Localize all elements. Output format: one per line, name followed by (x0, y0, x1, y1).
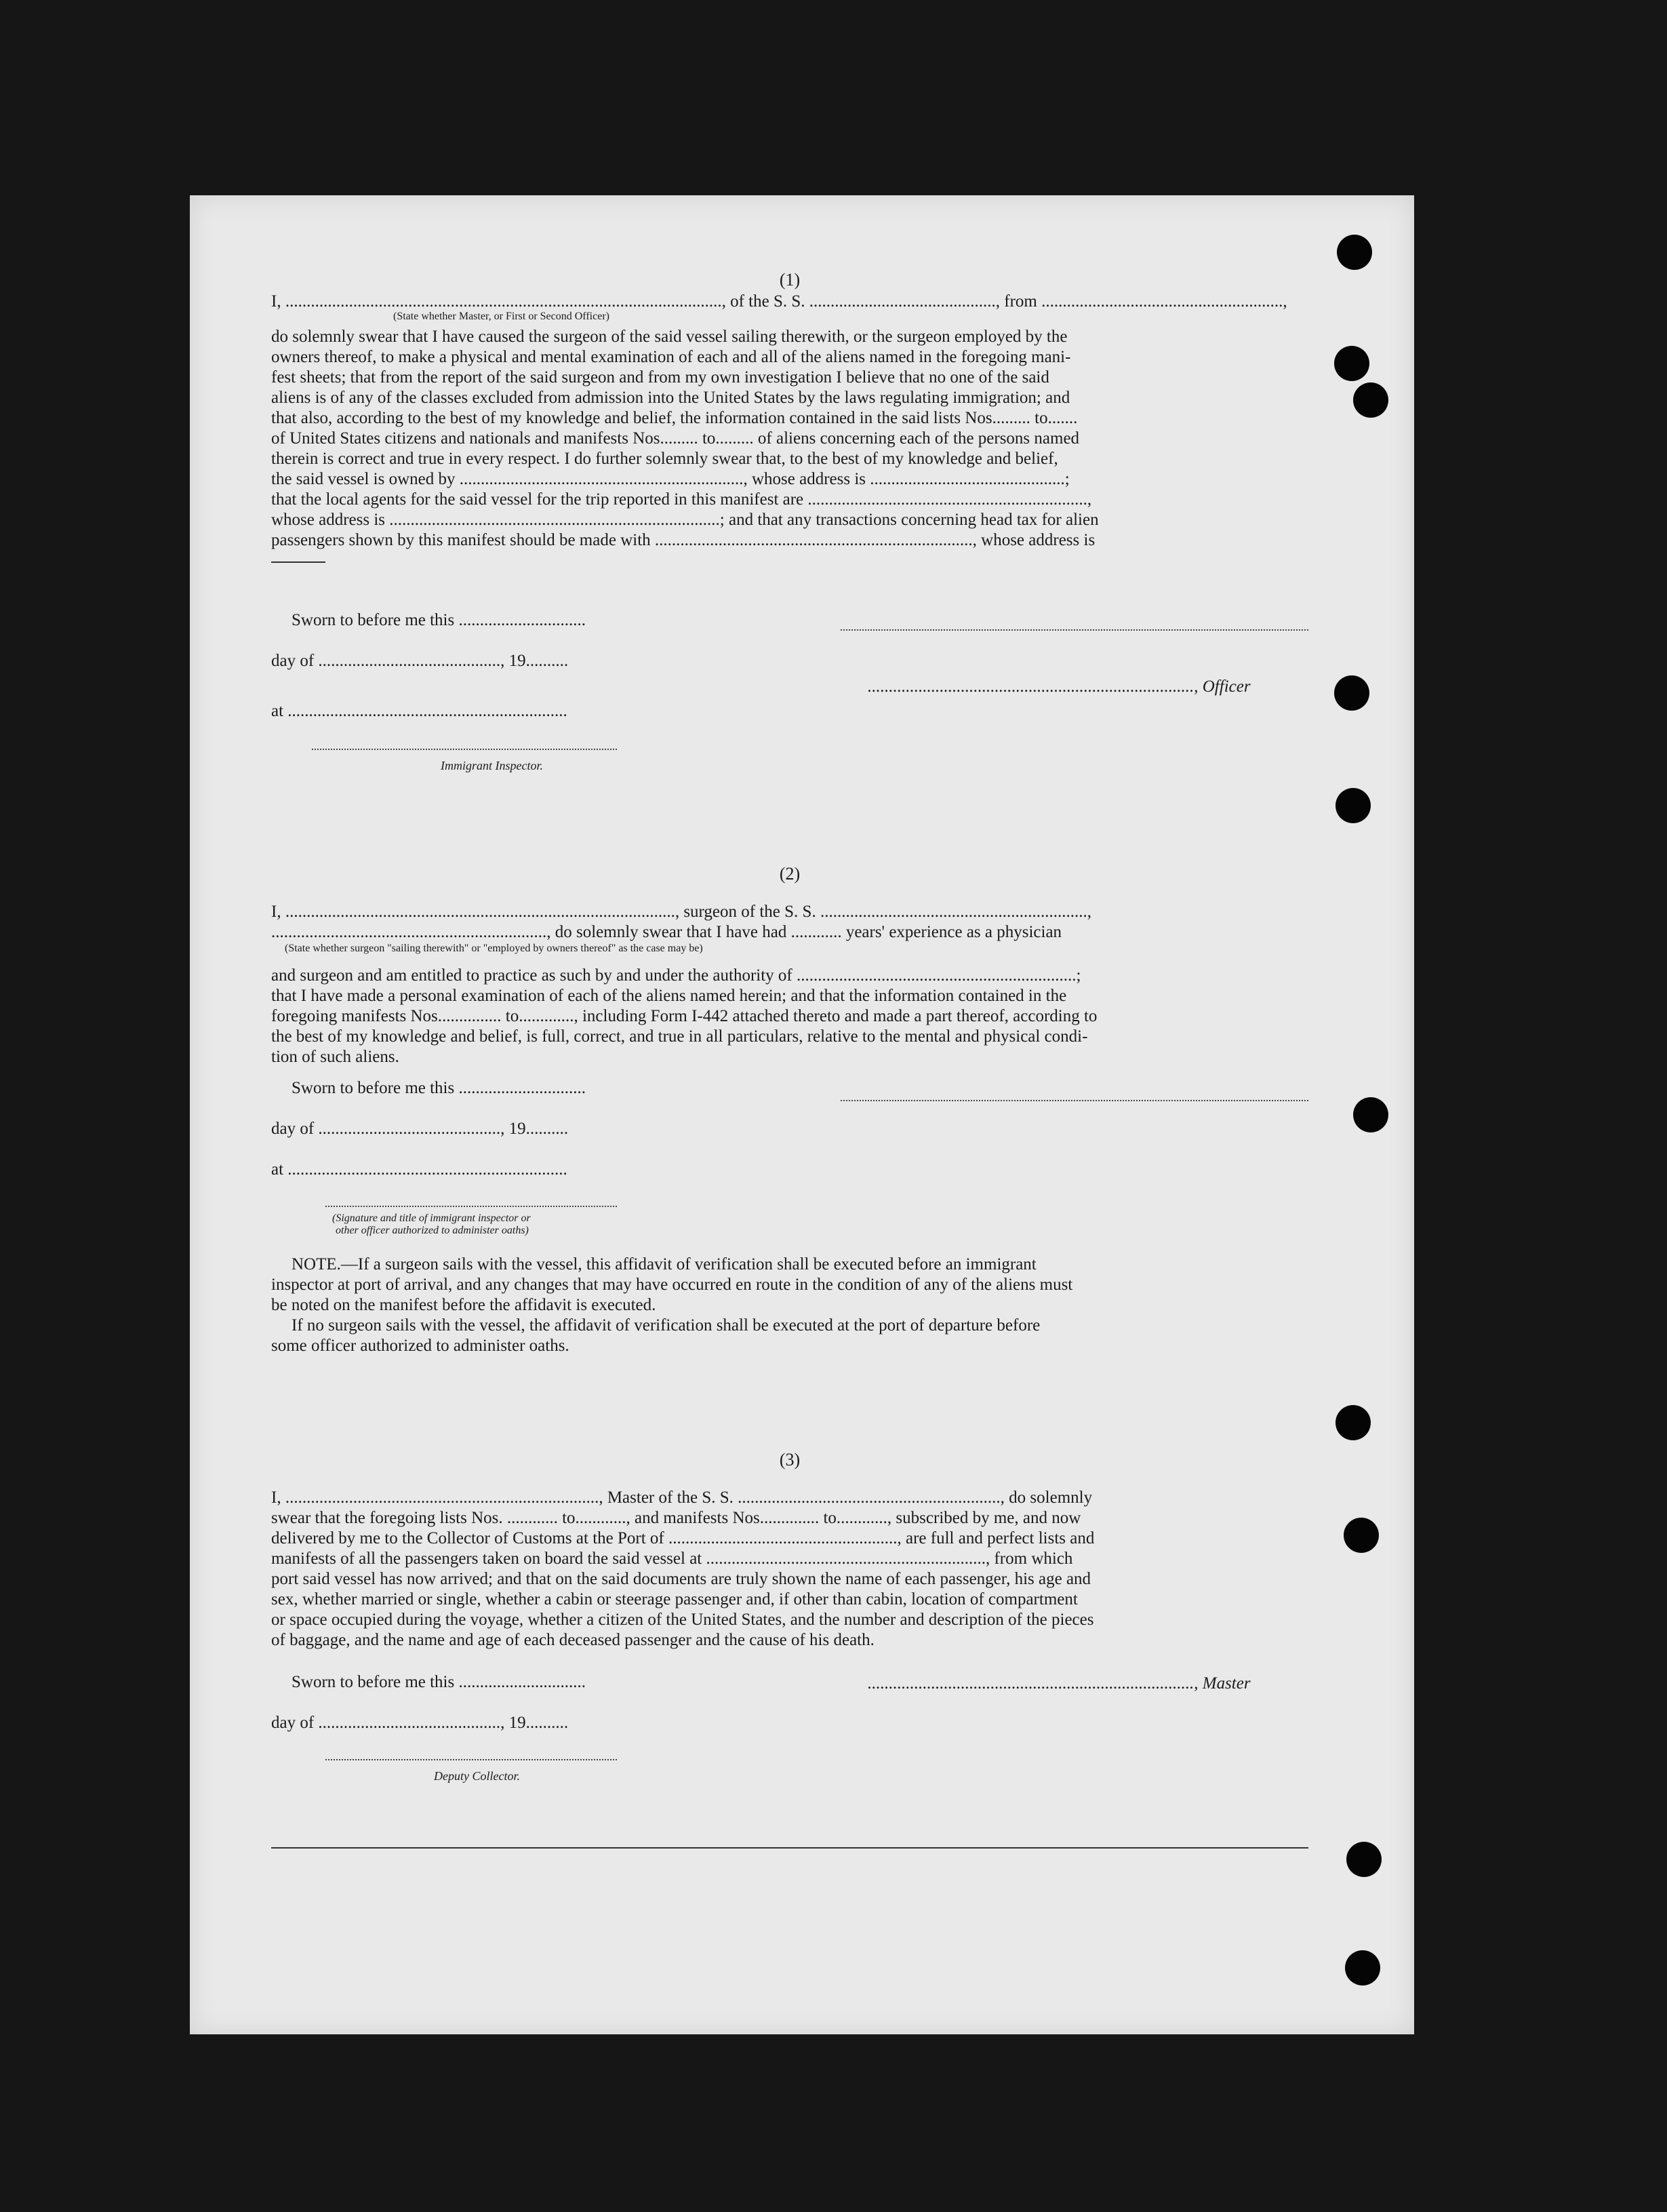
section-2-signature-caption: other officer authorized to administer oaths) (336, 1225, 529, 1236)
section-2-note-line: some officer authorized to administer oaths. (271, 1337, 569, 1355)
punch-hole (1346, 1842, 1382, 1877)
section-1-address-rule (271, 561, 325, 563)
section-1-officer-caption: (State whether Master, or First or Second Officer) (393, 311, 609, 322)
section-2-day-line: day of ..........................................., 19.......... (271, 1120, 569, 1138)
section-2-body-line: that I have made a personal examination of each of the aliens named herein; and that the information contained in the (271, 987, 1067, 1005)
punch-hole (1345, 1950, 1380, 1986)
section-3-master-line: ............................................................................., Master (868, 1674, 1251, 1693)
section-2-note-line: NOTE.—If a surgeon sails with the vessel, this affidavit of verification shall be executed before an immigrant (292, 1255, 1037, 1273)
section-2-body-line: and surgeon and am entitled to practice as such by and under the authority of ..................................................................; (271, 966, 1081, 985)
section-1-at-line: at .................................................................. (271, 702, 567, 720)
section-1-address-rule (841, 629, 1308, 631)
punch-hole (1337, 235, 1372, 270)
section-2-inspector-signature-rule (325, 1206, 617, 1207)
punch-hole (1353, 1097, 1388, 1132)
section-2-surgeon-caption: (State whether surgeon "sailing therewith" or "employed by owners thereof" as the case may be) (285, 943, 703, 954)
section-1-body-line: therein is correct and true in every respect. I do further solemnly swear that, to the best of my knowledge and belief, (271, 450, 1058, 468)
section-2-body-line: foregoing manifests Nos............... to............., including Form I-442 attached thereto and made a part thereof, according to (271, 1007, 1098, 1025)
section-3-body-line: swear that the foregoing lists Nos. ............ to............, and manifests Nos.............. to............, subscribed by me, and now (271, 1509, 1081, 1527)
section-2-opening-line: I, ............................................................................................, surgeon of the S. S. ..............................................................., (271, 903, 1091, 921)
section-1-officer-line: ............................................................................., Officer (868, 677, 1251, 696)
punch-hole (1334, 675, 1369, 711)
manifest-page (190, 195, 1414, 2034)
section-1-body-line: fest sheets; that from the report of the said surgeon and from my own investigation I believe that no one of the said (271, 368, 1049, 387)
section-2-at-line: at .................................................................. (271, 1160, 567, 1179)
section-3-body-line: of baggage, and the name and age of each deceased passenger and the cause of his death. (271, 1631, 875, 1649)
section-1-inspector-caption: Immigrant Inspector. (441, 759, 543, 772)
punch-hole (1344, 1518, 1379, 1553)
punch-hole (1335, 788, 1371, 823)
section-1-body-line: do solemnly swear that I have caused the surgeon of the said vessel sailing therewith, or the surgeon employed by the (271, 328, 1068, 346)
punch-hole (1334, 346, 1369, 381)
section-1-inspector-signature-rule (312, 749, 617, 750)
section-1-body-line: aliens is of any of the classes excluded from admission into the United States by the laws regulating immigration; and (271, 389, 1070, 407)
section-3-sworn-line: Sworn to before me this .............................. (292, 1673, 586, 1691)
section-2-sworn-line: Sworn to before me this .............................. (292, 1079, 586, 1097)
section-1-sworn-line: Sworn to before me this .............................. (292, 611, 586, 629)
section-2-body-line: tion of such aliens. (271, 1048, 399, 1066)
section-2-note-line: inspector at port of arrival, and any changes that may have occurred en route in the condition of any of the aliens must (271, 1276, 1073, 1294)
section-1-body-line: whose address is ..............................................................................; and that any transactions concerning head tax for alien (271, 511, 1099, 529)
section-3-collector-caption: Deputy Collector. (434, 1769, 520, 1783)
section-3-body-line: sex, whether married or single, whether a cabin or steerage passenger and, if other than cabin, location of compartment (271, 1590, 1078, 1608)
section-3-body-line: I, .........................................................................., Master of the S. S. .............................................................., do solemnly (271, 1488, 1093, 1507)
section-3-body-line: port said vessel has now arrived; and that on the said documents are truly shown the name of each passenger, his age and (271, 1570, 1091, 1588)
section-2-note-line: If no surgeon sails with the vessel, the affidavit of verification shall be executed at the port of departure before (292, 1316, 1041, 1335)
section-1-day-line: day of ..........................................., 19.......... (271, 652, 569, 670)
section-2-body-line: the best of my knowledge and belief, is full, correct, and true in all particulars, relative to the mental and physical condi- (271, 1027, 1088, 1046)
section-3-collector-signature-rule (325, 1759, 617, 1760)
section-3-body-line: delivered by me to the Collector of Customs at the Port of ......................................................, are full and perfect lists and (271, 1529, 1095, 1547)
section-1-body-line: owners thereof, to make a physical and mental examination of each and all of the aliens named in the foregoing mani- (271, 348, 1071, 366)
section-3-number: (3) (779, 1450, 801, 1469)
page-bottom-rule (271, 1847, 1308, 1849)
section-2-number: (2) (779, 864, 801, 884)
punch-hole (1353, 382, 1388, 418)
section-1-body-line: that the local agents for the said vessel for the trip reported in this manifest are .................................................................., (271, 490, 1092, 509)
section-1-number: (1) (779, 270, 801, 290)
section-1-body-line: of United States citizens and nationals and manifests Nos......... to......... of aliens concerning each of the persons named (271, 429, 1080, 448)
section-1-body-line: the said vessel is owned by ..................................................................., whose address is ..............................................; (271, 470, 1070, 488)
section-2-experience-line: ................................................................., do solemnly swear that I have had ............ years' experience as a physician (271, 923, 1062, 941)
section-3-day-line: day of ..........................................., 19.......... (271, 1714, 569, 1732)
section-3-body-line: or space occupied during the voyage, whether a citizen of the United States, and the number and description of the pieces (271, 1611, 1094, 1629)
section-1-body-line: that also, according to the best of my knowledge and belief, the information contained in the said lists Nos......... to....... (271, 409, 1078, 427)
section-1-body-line: passengers shown by this manifest should be made with ..........................................................................., whose address is (271, 531, 1096, 549)
section-2-signature-caption: (Signature and title of immigrant inspector or (332, 1212, 531, 1224)
section-3-body-line: manifests of all the passengers taken on board the said vessel at .................................................................., from which (271, 1549, 1073, 1568)
section-2-signature-rule (841, 1100, 1308, 1101)
section-1-opening-line: I, ......................................................................................................., of the S. S. ............................................, from ........................................................., (271, 292, 1287, 311)
punch-hole (1335, 1405, 1371, 1440)
section-2-note-line: be noted on the manifest before the affidavit is executed. (271, 1296, 656, 1314)
